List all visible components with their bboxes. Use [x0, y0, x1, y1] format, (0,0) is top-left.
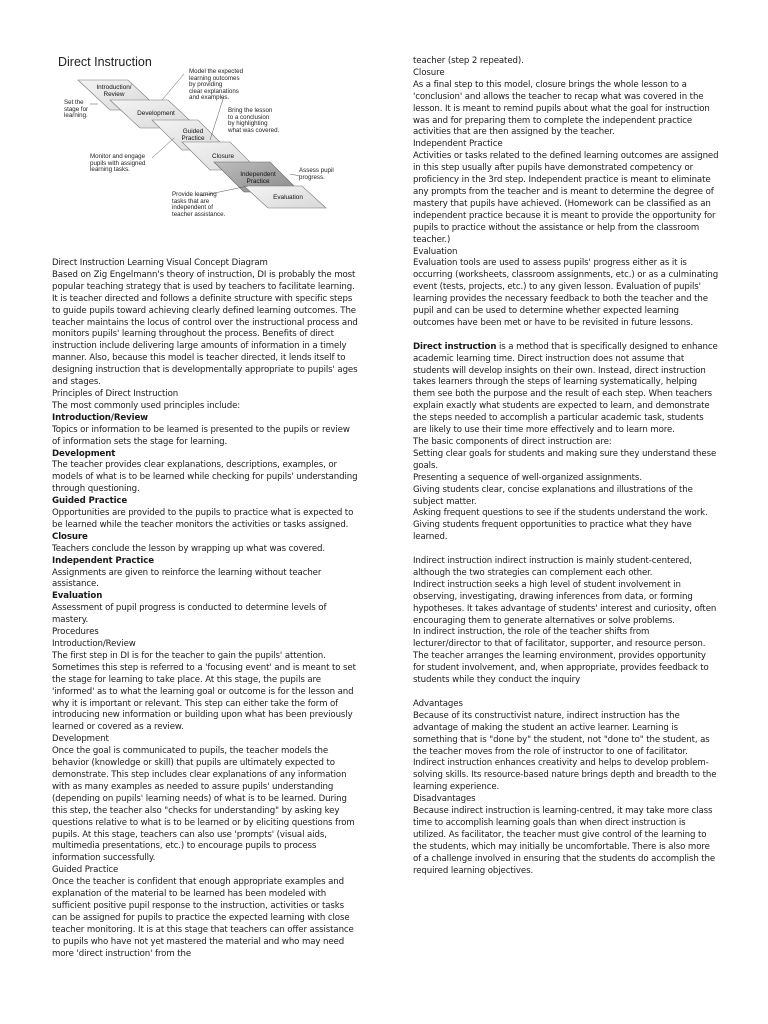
- step-label-guided-practice: Guided Practice: [181, 128, 205, 142]
- paragraph: Indirect instruction indirect instruction is mainly student-centered, although the two strategies can complement each other.: [413, 556, 692, 578]
- spacer: [413, 687, 719, 699]
- paragraph: [413, 342, 719, 437]
- paragraph: Introduction/Review: [52, 639, 136, 649]
- step-label-closure: Closure: [211, 153, 235, 160]
- paragraph: Indirect instruction seeks a high level of student involvement in observing, investigating, drawing inferences from data, or forming hypotheses. It takes advantage of students' interest and curiosity, often encouraging them to generate alternatives or solve problems.: [413, 579, 717, 626]
- paragraph: Independent Practice: [413, 139, 503, 150]
- paragraph: The teacher provides clear explanations, descriptions, examples, or models of what is to be learned while checking for pupils' understanding through questioning.: [52, 460, 358, 495]
- annotation-bring: Bring the lesson to a conclusion by highlighting what was covered.: [228, 107, 280, 134]
- paragraph: Giving students frequent opportunities to practice what they have learned.: [413, 520, 692, 543]
- paragraph: Procedures: [52, 627, 99, 638]
- paragraph: Once the goal is communicated to pupils, the teacher models the behavior (knowledge or skill) that pupils are ultimately expected to demonstrate. This step includes clear explanations of any information with as many examples as needed to assure pupils' understanding (depending on pupils' learning needs) of what is to be learned. During this step, the teacher also "checks for understanding" by asking key questions relative to what is to be learned or by eliciting questions from pupils. At this stage, teachers can also use 'prompts' (visual aids, multimedia presentations, etc.) to encourage pupils to process information successfully.: [52, 746, 355, 864]
- paragraph: Guided Practice: [52, 865, 119, 876]
- section-heading: Evaluation: [52, 591, 103, 602]
- section-heading: Introduction/Review: [52, 412, 149, 423]
- paragraph: Evaluation tools are used to assess pupils' progress either as it is occurring (worksheets, classroom assignments, etc.) or as a culminating event (tests, projects, etc.) to any given lesson. Evaluation of pupils' learning provides the necessary feedback to both the teacher and the pupil and can be used to determine whether expected learning outcomes have been met or have to be revisited in future lessons.: [413, 258, 719, 328]
- paragraph: The first step in DI is for the teacher to gain the pupils' attention. Sometimes this step is referred to a 'focusing event' and is meant to set the stage for learning to take place. At this stage, the pupils are 'informed' as to what the learning goal or outcome is for the lesson and why it is important or relevant. This step can either take the form of introducing new information or building upon what has been previously learned or covered as a review.: [52, 650, 356, 733]
- paragraph: Because of its constructivist nature, indirect instruction has the advantage of making the student an active learner. Learning is something that is "done by" the student, not "done to" the student, as the teacher moves from the role of instructor to one of facilitator. Indirect instruction enhances creativity and helps to develop problem-solving skills. Its resource-based nature brings depth and breadth to the learning experience.: [413, 710, 717, 793]
- left-column: [52, 258, 358, 960]
- paragraph: Based on Zig Engelmann's theory of instruction, DI is probably the most popular teaching strategy that is used by teachers to facilitate learning. It is teacher directed and follows a definite structure with specific steps to guide pupils toward achieving clearly defined learning outcomes. The teacher maintains the locus of control over the instructional process and monitors pupils' learning throughout the process. Benefits of direct instruction include delivering large amounts of information in a timely manner. Also, because this model is teacher directed, it lends itself to designing instruction that is developmentally appropriate to pupils' ages and stages.: [52, 269, 358, 388]
- paragraph: Development: [52, 734, 109, 745]
- paragraph: Evaluation: [413, 246, 458, 257]
- bold-lead: Direct instruction: [413, 341, 497, 352]
- paragraph-text: is a method that is specifically designed to enhance academic learning time. Direct instruction does not assume that students will develop insights on their own. Instead, direct instruction takes learners through the steps of learning systematically, helping them see both the purpose and the result of each step. When teachers explain exactly what students are expected to learn, and demonstrate the steps needed to accomplish a particular academic task, students are likely to use their time more effectively and to learn more.: [413, 341, 718, 436]
- annotation-model: Model the expected learning outcomes by providing clear explanations and examples.: [189, 68, 244, 102]
- spacer: [413, 544, 719, 556]
- paragraph: Principles of Direct Instruction: [52, 388, 179, 399]
- right-column: [413, 56, 719, 877]
- paragraph: Direct Instruction Learning Visual Concept Diagram: [52, 258, 268, 268]
- paragraph: Assignments are given to reinforce the learning without teacher assistance.: [52, 567, 322, 590]
- paragraph: The basic components of direct instruction are:: [413, 436, 612, 447]
- paragraph: Topics or information to be learned is presented to the pupils or review of information sets the stage for learning.: [52, 424, 350, 447]
- paragraph: Because indirect instruction is learning-centred, it may take more class time to accomplish learning goals than when direct instruction is utilized. As facilitator, the teacher must give control of the learning to the students, which may initially be uncomfortable. There is also more of a challenge involved in ensuring that the students do accomplish the required learning objectives.: [413, 806, 716, 876]
- diagram-title: Direct Instruction: [58, 55, 152, 69]
- direct-instruction-diagram: [52, 54, 358, 226]
- paragraph: Giving students clear, concise explanations and illustrations of the subject matter.: [413, 484, 693, 507]
- paragraph: Setting clear goals for students and making sure they understand these goals.: [413, 448, 717, 471]
- step-label-evaluation: Evaluation: [273, 194, 303, 201]
- step-label-development: Development: [137, 110, 175, 117]
- section-heading: Guided Practice: [52, 496, 128, 507]
- paragraph: Activities or tasks related to the defined learning outcomes are assigned in this step usually after pupils have demonstrated competency or proficiency in the 3rd step. Independent practice is meant to eliminate any prompts from the teacher and is meant to determine the degree of mastery that pupils have achieved. (Homework can be classified as an independent practice because it is meant to provide the opportunity for pupils to practice without the assistance or help from the classroom teacher.): [413, 151, 719, 245]
- annotation-provide: Provide learning tasks that are independent of teacher assistance.: [172, 191, 226, 218]
- annotation-set-stage: Set the stage for learning.: [64, 99, 89, 120]
- annotation-assess: Assess pupil progress.: [299, 167, 334, 181]
- paragraph: Disadvantages: [413, 794, 476, 805]
- paragraph: Opportunities are provided to the pupils to practice what is expected to be learned while the teacher monitors the activities or tasks assigned.: [52, 508, 354, 530]
- section-heading: Closure: [52, 531, 88, 542]
- paragraph: teacher (step 2 repeated).: [413, 56, 524, 66]
- paragraph: The most commonly used principles include:: [52, 400, 241, 411]
- paragraph: As a final step to this model, closure brings the whole lesson to a 'conclusion' and allows the teacher to recap what was covered in the lesson. It is meant to remind pupils about what the goal for instruction was and for preparing them to complete the independent practice activities that are then assigned by the teacher.: [413, 79, 710, 138]
- spacer: [413, 330, 719, 342]
- paragraph: Closure: [413, 67, 445, 78]
- paragraph: Advantages: [413, 698, 463, 709]
- step-label-independent-practice: Independent Practice: [240, 171, 276, 185]
- paragraph: Assessment of pupil progress is conducted to determine levels of mastery.: [52, 603, 327, 626]
- annotation-monitor: Monitor and engage pupils with assigned learning tasks.: [90, 153, 146, 174]
- paragraph: Once the teacher is confident that enough appropriate examples and explanation of the material to be learned has been modeled with sufficient positive pupil response to the instruction, activities or tasks can be assigned for pupils to practice the expected learning with close teacher monitoring. It is at this stage that teachers can offer assistance to pupils who have not yet mastered the material and who may need more 'direct instruction' from the: [52, 877, 354, 959]
- paragraph: Presenting a sequence of well-organized assignments.: [413, 472, 642, 483]
- section-heading: Independent Practice: [52, 555, 154, 566]
- paragraph: Teachers conclude the lesson by wrapping up what was covered.: [52, 543, 325, 554]
- step-label-introduction: Introduction/ Review: [96, 84, 132, 98]
- paragraph: Asking frequent questions to see if the students understand the work.: [413, 508, 708, 519]
- section-heading: Development: [52, 448, 116, 459]
- paragraph: In indirect instruction, the role of the teacher shifts from lecturer/director to that of facilitator, supporter, and resource person. The teacher arranges the learning environment, provides opportunity for student involvement, and, when appropriate, provides feedback to students while they conduct the inquiry: [413, 627, 709, 686]
